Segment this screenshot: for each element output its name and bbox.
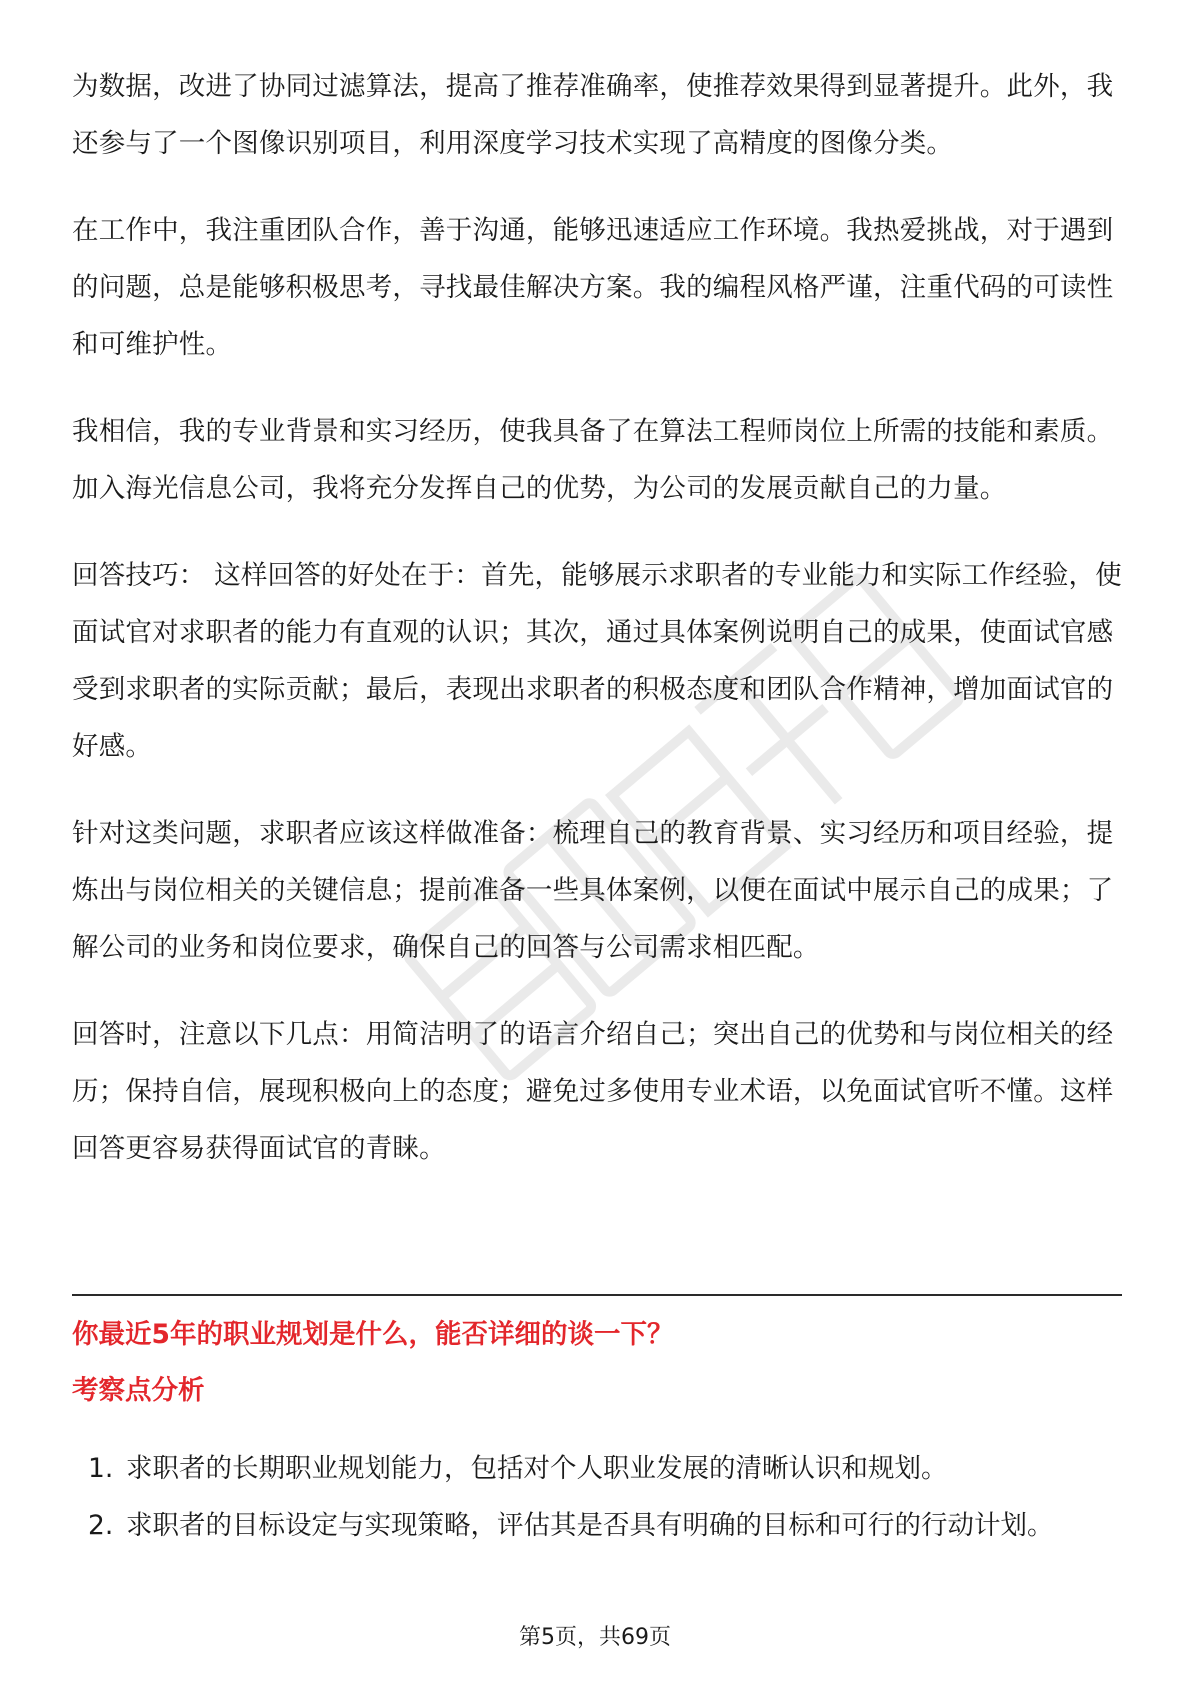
section-divider bbox=[72, 1294, 1122, 1296]
section-title: 考察点分析 bbox=[72, 1375, 205, 1406]
list-number: 1. bbox=[88, 1453, 114, 1484]
analysis-list bbox=[72, 1440, 1122, 1554]
list-item bbox=[72, 1440, 1122, 1497]
paragraph: 为数据，改进了协同过滤算法，提高了推荐准确率，使推荐效果得到显著提升。此外，我还参与了一个图像识别项目，利用深度学习技术实现了高精度的图像分类。 bbox=[72, 71, 1114, 159]
paragraph-answer-tips: 回答技巧： 这样回答的好处在于：首先，能够展示求职者的专业能力和实际工作经验，使面试官对求职者的能力有直观的认识；其次，通过具体案例说明自己的成果，使面试官感受到求职者的实际贡献；最后，表现出求职者的积极态度和团队合作精神，增加面试官的好感。 bbox=[72, 560, 1122, 762]
list-number: 2. bbox=[88, 1510, 114, 1541]
list-item bbox=[72, 1497, 1122, 1554]
paragraph: 在工作中，我注重团队合作，善于沟通，能够迅速适应工作环境。我热爱挑战，对于遇到的问题，总是能够积极思考，寻找最佳解决方案。我的编程风格严谨，注重代码的可读性和可维护性。 bbox=[72, 215, 1114, 360]
list-item-text: 求职者的目标设定与实现策略，评估其是否具有明确的目标和可行的行动计划。 bbox=[126, 1510, 1054, 1541]
paragraph: 回答时，注意以下几点：用简洁明了的语言介绍自己；突出自己的优势和与岗位相关的经历；保持自信，展现积极向上的态度；避免过多使用专业术语，以免面试官听不懂。这样回答更容易获得面试官的青睐。 bbox=[72, 1019, 1114, 1164]
paragraph: 我相信，我的专业背景和实习经历，使我具备了在算法工程师岗位上所需的技能和素质。加入海光信息公司，我将充分发挥自己的优势，为公司的发展贡献自己的力量。 bbox=[72, 416, 1114, 504]
question-heading: 你最近5年的职业规划是什么，能否详细的谈一下？ bbox=[72, 1319, 674, 1350]
body-content bbox=[72, 58, 1122, 1207]
page-footer: 第5页，共69页 bbox=[519, 1625, 671, 1650]
paragraph: 针对这类问题，求职者应该这样做准备：梳理自己的教育背景、实习经历和项目经验，提炼出与岗位相关的关键信息；提前准备一些具体案例，以便在面试中展示自己的成果；了解公司的业务和岗位要求，确保自己的回答与公司需求相匹配。 bbox=[72, 818, 1114, 963]
list-item-text: 求职者的长期职业规划能力，包括对个人职业发展的清晰认识和规划。 bbox=[126, 1453, 948, 1484]
